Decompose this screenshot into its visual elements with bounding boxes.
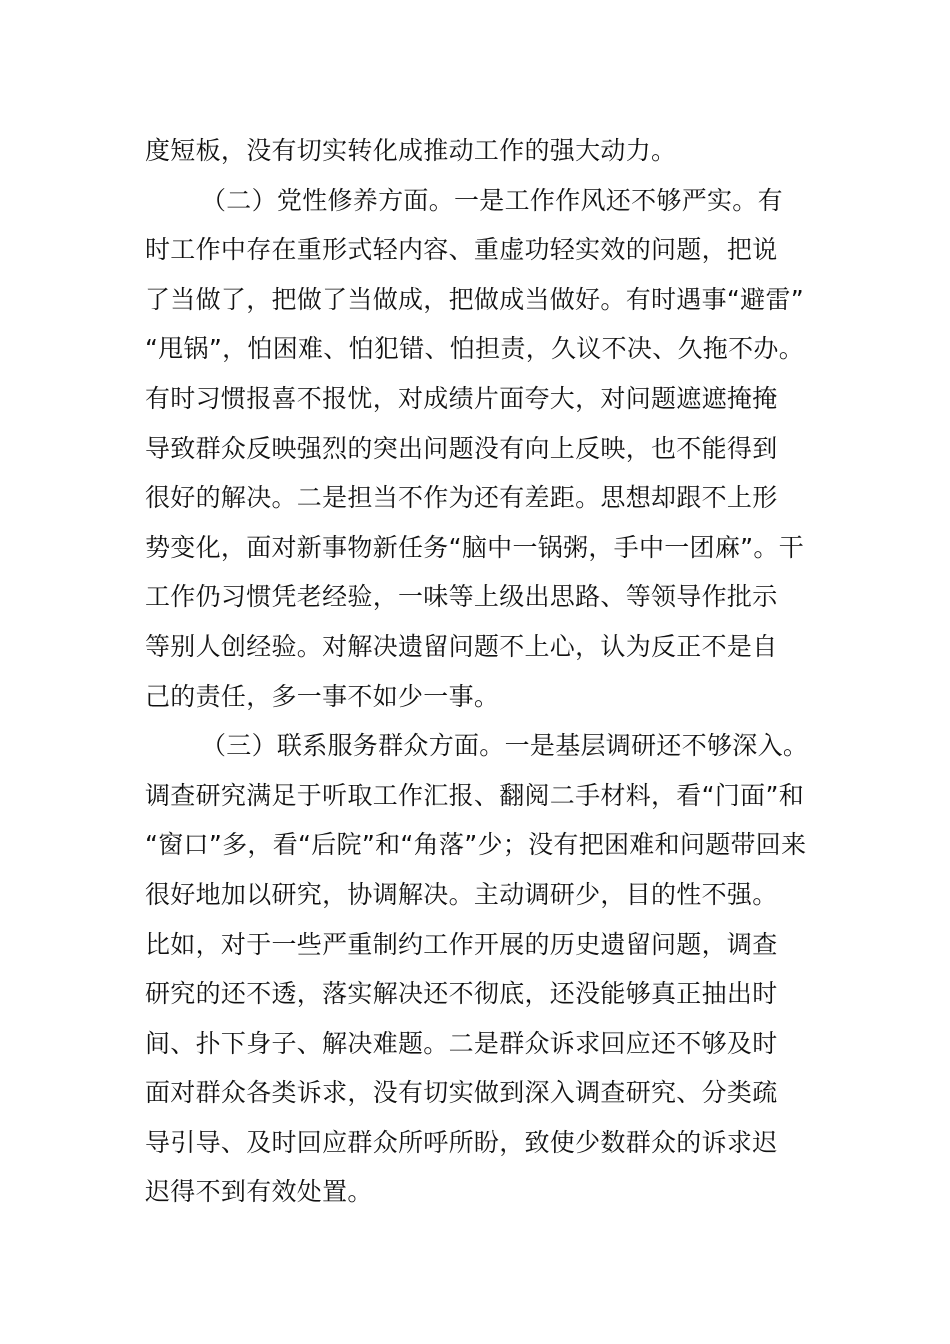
- text-line: 时工作中存在重形式轻内容、重虚功轻实效的问题，把说: [145, 235, 778, 265]
- text-line: 了当做了，把做了当做成，把做成当做好。有时遇事“避雷”: [145, 284, 805, 314]
- text-line: 研究的还不透，落实解决还不彻底，还没能够真正抽出时: [145, 979, 778, 1009]
- text-line: 度短板，没有切实转化成推动工作的强大动力。: [145, 136, 677, 165]
- text-line: 导引导、及时回应群众所呼所盼，致使少数群众的诉求迟: [145, 1127, 778, 1157]
- text-line: 面对群众各类诉求，没有切实做到深入调查研究、分类疏: [145, 1078, 778, 1108]
- text-line: 导致群众反映强烈的突出问题没有向上反映，也不能得到: [145, 433, 778, 463]
- text-line: 比如，对于一些严重制约工作开展的历史遗留问题，调查: [145, 929, 778, 959]
- text-line: 工作仍习惯凭老经验，一味等上级出思路、等领导作批示: [145, 582, 778, 612]
- body-text: [145, 126, 815, 1217]
- text-line: 很好地加以研究，协调解决。主动调研少，目的性不强。: [145, 879, 778, 909]
- text-line: 间、扑下身子、解决难题。二是群众诉求回应还不够及时: [145, 1028, 778, 1058]
- text-line: 很好的解决。二是担当不作为还有差距。思想却跟不上形: [145, 483, 778, 513]
- text-line: 己的责任，多一事不如少一事。: [145, 681, 500, 711]
- section-heading-line: （二）党性修养方面。一是工作作风还不够严实。有: [201, 185, 783, 215]
- text-line: “甩锅”，怕困难、怕犯错、怕担责，久议不决、久拖不办。: [145, 334, 805, 364]
- text-line: “窗口”多，看“后院”和“角落”少；没有把困难和问题带回来: [145, 830, 807, 860]
- text-line: 等别人创经验。对解决遗留问题不上心，认为反正不是自: [145, 631, 778, 661]
- text-line: 有时习惯报喜不报忧，对成绩片面夸大，对问题遮遮掩掩: [145, 383, 778, 413]
- text-line: 迟得不到有效处置。: [145, 1177, 373, 1207]
- text-line: 调查研究满足于听取工作汇报、翻阅二手材料，看“门面”和: [145, 780, 805, 810]
- text-line: 势变化，面对新事物新任务“脑中一锅粥，手中一团麻”。干: [145, 532, 805, 562]
- section-heading-line: （三）联系服务群众方面。一是基层调研还不够深入。: [201, 731, 809, 761]
